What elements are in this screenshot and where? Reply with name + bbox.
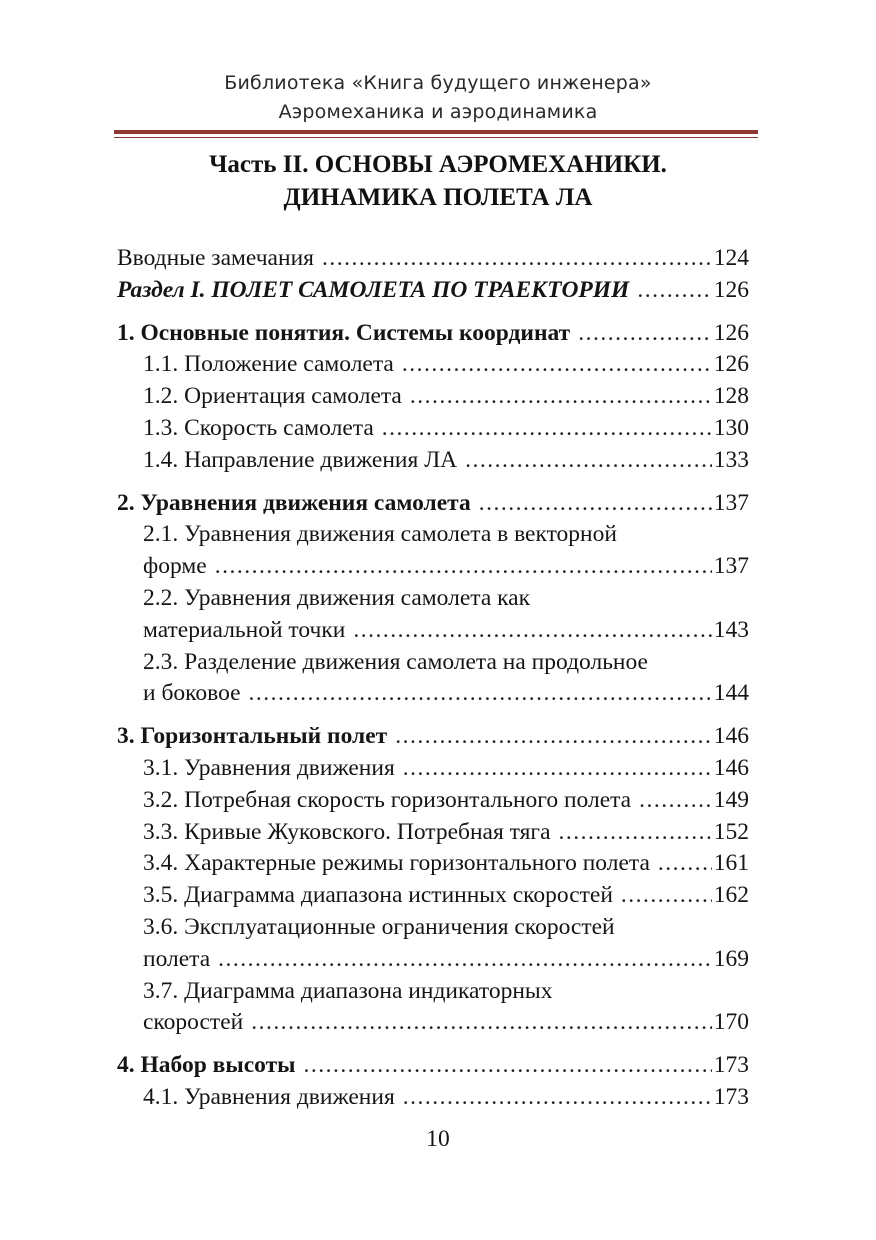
toc-entry-text: 3.5. Диаграмма диапазона истинных скоростей xyxy=(143,882,613,909)
toc-entry-section[interactable] xyxy=(117,275,749,307)
toc-entry-3-5[interactable] xyxy=(117,880,749,912)
toc-entry-2-3-line1: 2.3. Разделение движения самолета на продольное xyxy=(143,648,648,675)
toc-page-number: 162 xyxy=(713,882,749,909)
toc-entry-text: 4. Набор высоты xyxy=(117,1052,296,1079)
toc-leader-dots xyxy=(403,753,712,785)
page-number: 10 xyxy=(426,1126,450,1152)
toc-entry-text: 3. Горизонтальный полет xyxy=(117,723,388,750)
toc-chapter-3[interactable] xyxy=(117,721,749,753)
toc-page-number: 144 xyxy=(713,680,749,707)
toc-entry-3-2[interactable] xyxy=(117,785,749,817)
toc-leader-dots xyxy=(303,1050,711,1082)
header-rule-thin xyxy=(114,137,758,138)
toc-entry-text: форме xyxy=(143,553,207,580)
toc-entry-3-6-line1: 3.6. Эксплуатационные ограничения скоростей xyxy=(143,913,615,940)
toc-entry-3-7[interactable] xyxy=(117,1007,749,1039)
toc-leader-dots xyxy=(465,445,712,477)
toc-entry-3-3[interactable] xyxy=(117,817,749,849)
toc-page-number: 146 xyxy=(713,754,749,781)
toc-entry-text: 3.1. Уравнения движения xyxy=(143,754,395,781)
toc-leader-dots xyxy=(637,275,711,307)
header-rule-thick xyxy=(114,130,758,134)
toc-page-number: 128 xyxy=(713,383,749,410)
toc-entry-text: 1.3. Скорость самолета xyxy=(143,414,374,441)
toc-page-number: 146 xyxy=(713,723,749,750)
toc-page-number: 149 xyxy=(713,786,749,813)
toc-entry-text: 1.4. Направление движения ЛА xyxy=(143,446,458,473)
toc-entry-text: и боковое xyxy=(143,680,241,707)
toc-entry-2-3[interactable] xyxy=(117,678,749,710)
toc-leader-dots xyxy=(639,785,712,817)
toc-leader-dots xyxy=(251,1007,712,1039)
toc-leader-dots xyxy=(403,1082,712,1114)
running-header-title: Аэромеханика и аэродинамика xyxy=(278,101,598,123)
toc-leader-dots xyxy=(353,615,711,647)
toc-entry-text: 3.4. Характерные режимы горизонтального полета xyxy=(143,850,650,877)
toc-entry-text: 1.2. Ориентация самолета xyxy=(143,383,402,410)
toc-page-number: 130 xyxy=(713,414,749,441)
toc-entry-3-1[interactable] xyxy=(117,753,749,785)
toc-leader-dots xyxy=(658,848,712,880)
toc-entry-2-1-line1: 2.1. Уравнения движения самолета в векторной xyxy=(143,521,617,548)
toc-chapter-4[interactable] xyxy=(117,1050,749,1082)
toc-entry-3-4[interactable] xyxy=(117,848,749,880)
toc-page-number: 126 xyxy=(713,276,749,303)
toc-page-number: 173 xyxy=(713,1052,749,1079)
toc-page-number: 152 xyxy=(713,818,749,845)
toc-page-number: 126 xyxy=(713,319,749,346)
toc-leader-dots xyxy=(559,817,712,849)
toc-leader-dots xyxy=(402,349,712,381)
toc-entry-intro[interactable] xyxy=(117,243,749,275)
toc-entry-2-2[interactable] xyxy=(117,615,749,647)
toc-page-number: 170 xyxy=(713,1009,749,1036)
toc-entry-2-1[interactable] xyxy=(117,551,749,583)
toc-entry-text: 1.1. Положение самолета xyxy=(143,351,394,378)
toc-leader-dots xyxy=(479,488,712,520)
toc-entry-text: 3.3. Кривые Жуковского. Потребная тяга xyxy=(143,818,551,845)
toc-entry-text: скоростей xyxy=(143,1009,244,1036)
toc-entry-1-1[interactable] xyxy=(117,349,749,381)
toc-chapter-2[interactable] xyxy=(117,488,749,520)
toc-leader-dots xyxy=(249,678,712,710)
toc-page-number: 173 xyxy=(713,1083,749,1110)
toc-leader-dots xyxy=(578,318,712,350)
toc-entry-text: Вводные замечания xyxy=(117,245,314,271)
toc-leader-dots xyxy=(215,551,712,583)
toc-entry-text: 3.2. Потребная скорость горизонтального полета xyxy=(143,786,632,813)
toc-entry-2-2-line1: 2.2. Уравнения движения самолета как xyxy=(143,584,531,611)
toc-page-number: 124 xyxy=(713,245,749,271)
toc-entry-1-3[interactable] xyxy=(117,413,749,445)
toc-page-number: 169 xyxy=(713,945,749,972)
toc-entry-text: 1. Основные понятия. Системы координат xyxy=(117,319,571,346)
toc-entry-text: полета xyxy=(143,945,211,972)
toc-entry-1-2[interactable] xyxy=(117,381,749,413)
toc-page-number: 143 xyxy=(713,616,749,643)
toc-leader-dots xyxy=(621,880,712,912)
part-title-line1: Часть II. ОСНОВЫ АЭРОМЕХАНИКИ. xyxy=(209,151,667,178)
toc-entry-text: 2. Уравнения движения самолета xyxy=(117,489,471,516)
running-header-series: Библиотека «Книга будущего инженера» xyxy=(224,72,652,94)
toc-page-number: 133 xyxy=(713,446,749,473)
part-title-line2: ДИНАМИКА ПОЛЕТА ЛА xyxy=(283,184,593,211)
toc-page-number: 126 xyxy=(713,351,749,378)
table-of-contents xyxy=(117,243,749,1114)
toc-leader-dots xyxy=(322,243,712,275)
toc-entry-4-1[interactable] xyxy=(117,1082,749,1114)
toc-page-number: 137 xyxy=(713,489,749,516)
toc-entry-text: 4.1. Уравнения движения xyxy=(143,1083,395,1110)
toc-page-number: 161 xyxy=(713,850,749,877)
toc-entry-1-4[interactable] xyxy=(117,445,749,477)
toc-leader-dots xyxy=(382,413,712,445)
toc-entry-3-7-line1: 3.7. Диаграмма диапазона индикаторных xyxy=(143,977,553,1004)
toc-leader-dots xyxy=(218,944,712,976)
toc-entry-text: Раздел I. ПОЛЕТ САМОЛЕТА ПО ТРАЕКТОРИИ xyxy=(117,276,630,303)
toc-chapter-1[interactable] xyxy=(117,318,749,350)
toc-leader-dots xyxy=(395,721,712,753)
toc-entry-text: материальной точки xyxy=(143,616,346,643)
toc-leader-dots xyxy=(410,381,712,413)
toc-page-number: 137 xyxy=(713,553,749,580)
toc-entry-3-6[interactable] xyxy=(117,944,749,976)
